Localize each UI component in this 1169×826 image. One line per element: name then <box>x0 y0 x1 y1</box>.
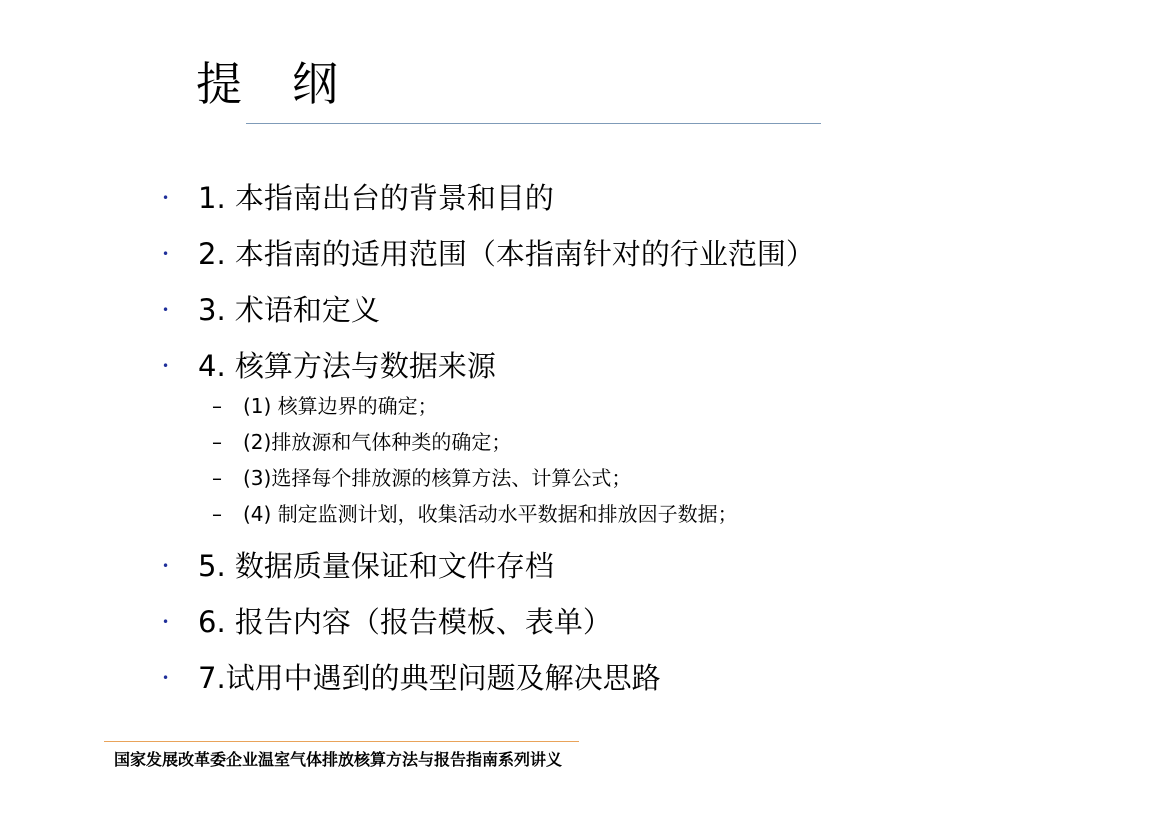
list-item-text: 7.试用中遇到的典型问题及解决思路 <box>198 661 661 695</box>
bullet-icon: • <box>162 303 170 317</box>
sub-list-item-text: (3)选择每个排放源的核算方法、计算公式； <box>243 466 632 490</box>
list-item-text: 5. 数据质量保证和文件存档 <box>198 549 554 583</box>
bullet-icon: • <box>162 559 170 573</box>
dash-icon: – <box>212 430 222 454</box>
footer-divider <box>104 741 579 742</box>
list-item-text: 3. 术语和定义 <box>198 293 380 327</box>
dash-icon: – <box>212 466 222 490</box>
sub-list-item-text: (1) 核算边界的确定； <box>243 394 438 418</box>
dash-icon: – <box>212 394 222 418</box>
dash-icon: – <box>212 502 222 526</box>
page-title: 提 纲 <box>196 57 340 111</box>
title-divider <box>246 123 821 124</box>
bullet-icon: • <box>162 359 170 373</box>
bullet-icon: • <box>162 191 170 205</box>
bullet-icon: • <box>162 671 170 685</box>
sub-list-item-text: (2)排放源和气体种类的确定； <box>243 430 512 454</box>
list-item-text: 1. 本指南出台的背景和目的 <box>198 181 554 215</box>
list-item-text: 6. 报告内容（报告模板、表单） <box>198 605 612 639</box>
sub-list-item-text: (4) 制定监测计划，收集活动水平数据和排放因子数据； <box>243 502 738 526</box>
bullet-icon: • <box>162 247 170 261</box>
list-item-text: 4. 核算方法与数据来源 <box>198 349 496 383</box>
bullet-icon: • <box>162 615 170 629</box>
footer-text: 国家发展改革委企业温室气体排放核算方法与报告指南系列讲义 <box>114 750 563 769</box>
list-item-text: 2. 本指南的适用范围（本指南针对的行业范围） <box>198 237 815 271</box>
